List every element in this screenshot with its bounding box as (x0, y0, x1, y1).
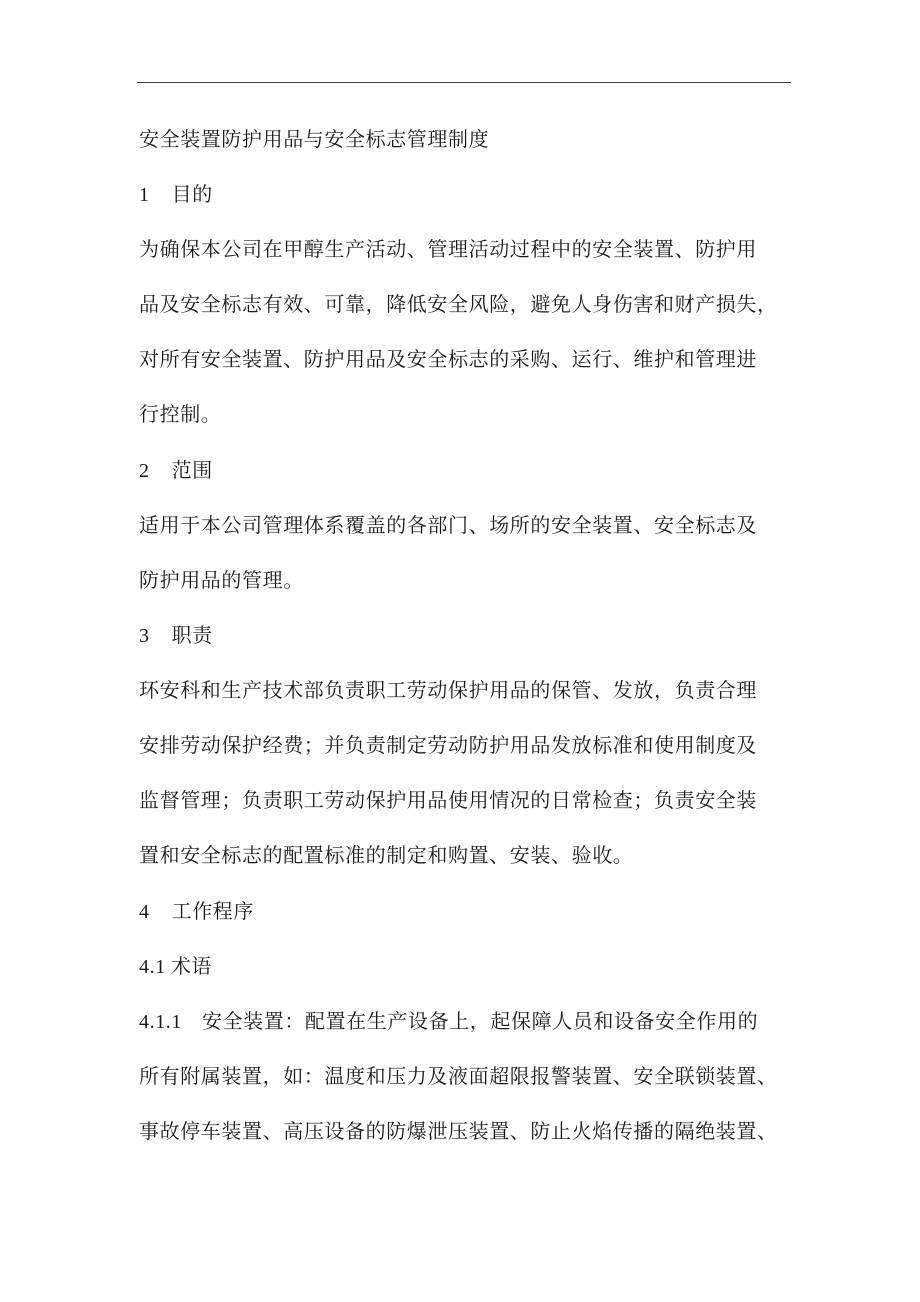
section-number: 4 (139, 901, 150, 923)
paragraph-line: 对所有安全装置、防护用品及安全标志的采购、运行、维护和管理进 (139, 347, 757, 371)
section-heading-1 (139, 181, 213, 208)
section-number: 3 (139, 625, 150, 647)
clause-text: 安全装置：配置在生产设备上，起保障人员和设备安全作用的 (202, 1009, 759, 1033)
subsection-number: 4.1 (139, 956, 166, 978)
section-heading-3 (139, 622, 213, 649)
section-title: 范围 (171, 458, 213, 482)
section-title: 目的 (171, 182, 213, 206)
header-rule (137, 82, 791, 83)
paragraph-line: 事故停车装置、高压设备的防爆泄压装置、防止火焰传播的隔绝装置、 (139, 1119, 778, 1143)
paragraph-line: 行控制。 (139, 402, 222, 426)
document-title: 安全装置防护用品与安全标志管理制度 (139, 127, 490, 151)
subsection-title: 术语 (170, 954, 213, 978)
paragraph-line: 品及安全标志有效、可靠，降低安全风险，避免人身伤害和财产损失， (139, 292, 778, 316)
paragraph-line: 防护用品的管理。 (139, 568, 304, 592)
paragraph-line: 适用于本公司管理体系覆盖的各部门、场所的安全装置、安全标志及 (139, 513, 757, 537)
paragraph-line: 所有附属装置，如：温度和压力及液面超限报警装置、安全联锁装置、 (139, 1064, 778, 1088)
clause-line-first (139, 1008, 758, 1035)
section-number: 2 (139, 460, 150, 482)
section-number: 1 (139, 184, 150, 206)
clause-number: 4.1.1 (139, 1011, 182, 1033)
section-heading-4 (139, 898, 254, 925)
paragraph-line: 监督管理；负责职工劳动保护用品使用情况的日常检查；负责安全装 (139, 788, 757, 812)
section-title: 工作程序 (171, 899, 255, 923)
section-title: 职责 (171, 623, 213, 647)
paragraph-line: 安排劳动保护经费；并负责制定劳动防护用品发放标准和使用制度及 (139, 733, 757, 757)
paragraph-line: 环安科和生产技术部负责职工劳动保护用品的保管、发放，负责合理 (139, 678, 757, 702)
section-heading-2 (139, 457, 213, 484)
paragraph-line: 置和安全标志的配置标准的制定和购置、安装、验收。 (139, 843, 634, 867)
subsection-heading (139, 953, 212, 980)
paragraph-line: 为确保本公司在甲醇生产活动、管理活动过程中的安全装置、防护用 (139, 237, 757, 261)
